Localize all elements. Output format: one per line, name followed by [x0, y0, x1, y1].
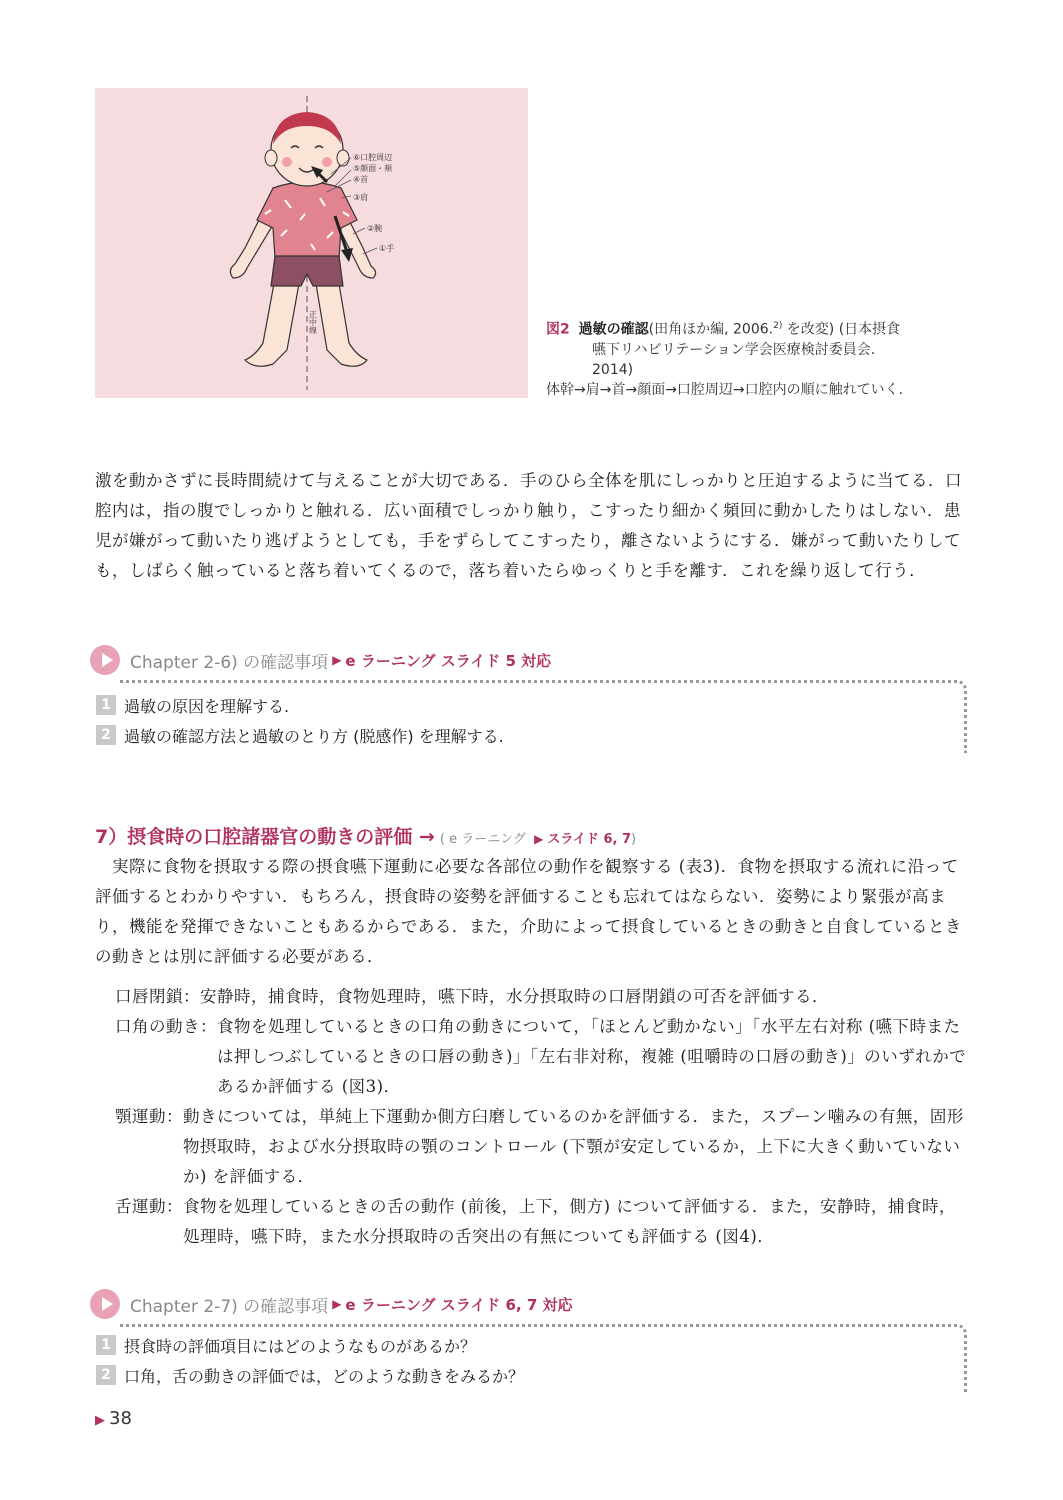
figure-panel [95, 88, 528, 398]
item-text: 過敏の原因を理解する. [124, 696, 290, 716]
definition-desc: 安静時，捕食時，食物処理時，嚥下時，水分摂取時の口唇閉鎖の可否を評価する． [200, 987, 829, 1006]
triangle-icon: ▶ [332, 653, 342, 667]
triangle-icon: ▶ [332, 1297, 342, 1311]
section-intro: 実際に食物を摂取する際の摂食嚥下運動に必要な各部位の動作を観察する (表3)．食物を摂取する流れに沿って評価するとわかりやすい．もちろん，摂食時の姿勢を評価することも忘れてはならない．姿勢により緊張が高まり，機能を発揮できないこともあるからである．また，介助によって摂食しているときの動きと自食しているときの動きとは別に評価する必要がある． [95, 857, 962, 966]
label-oral-periphery: ⑥口腔周辺 [353, 153, 393, 162]
item-text: 過敏の確認方法と過敏のとり方 (脱感作) を理解する. [124, 726, 504, 746]
item-number: 2 [96, 1365, 116, 1385]
definition-list [115, 982, 967, 1252]
item-number: 1 [96, 1335, 116, 1355]
check-chapter-label: Chapter 2-6) の確認事項 [130, 652, 329, 673]
play-icon[interactable] [90, 645, 120, 675]
check-section-2 [90, 1290, 970, 1386]
figure-title: 過敏の確認 [578, 321, 649, 338]
label-arm: ②腕 [367, 224, 383, 233]
definition-desc: 食物を処理しているときの口角の動きについて，「ほとんど動かない」「水平左右対称 (嚥下時または押しつぶしているときの口唇の動き)」「左右非対称，複雑 (咀嚼時の口唇の動き)」のいずれかであるか評価する (図3)． [217, 1017, 967, 1096]
definition-term: 口唇閉鎖： [115, 987, 200, 1006]
definition-desc: 動きについては，単純上下運動か側方臼磨しているのかを評価する．また，スプーン噛みの有無，固形物摂取時，および水分摂取時の顎のコントロール (下顎が安定しているか，上下に大きく動いていないか) を評価する． [183, 1107, 964, 1186]
item-number: 1 [96, 695, 116, 715]
check-section-1 [90, 646, 970, 746]
page-number: ▶ 38 [95, 1408, 132, 1429]
elearning-link[interactable]: e ラーニング スライド 5 対応 [345, 651, 552, 670]
caption-source: (田角ほか編, 2006. [648, 321, 774, 338]
item-text: 口角，舌の動きの評価では，どのような動きをみるか？ [124, 1366, 525, 1386]
caption-source-line3: 2014) [592, 361, 634, 378]
list-item [96, 690, 504, 720]
caption-superscript: 2) [773, 321, 783, 331]
definition-item [115, 1192, 967, 1252]
definition-item [115, 982, 967, 1012]
label-face-cheek: ⑤顔面・頬 [353, 164, 393, 173]
definition-item [115, 1012, 967, 1102]
list-item [96, 1360, 524, 1390]
label-neck: ④首 [353, 175, 369, 184]
definition-term: 顎運動： [115, 1107, 183, 1126]
section-elearning-ref[interactable]: ( e ラーニング ▶ スライド 6, 7) [439, 832, 637, 847]
section-heading [95, 822, 967, 849]
label-midline: 正中線 [308, 310, 318, 334]
elearning-link[interactable]: e ラーニング スライド 6, 7 対応 [345, 1295, 573, 1314]
body-paragraph: 激を動かさずに長時間続けて与えることが大切である．手のひら全体を肌にしっかりと圧迫するように当てる．口腔内は，指の腹でしっかりと触れる．広い面積でしっかり触り，こすったり細かく頻回に動かしたりはしない．患児が嫌がって動いたり逃げようとしても，手をずらしてこすったり，離さないようにする．嫌がって動いたりしても，しばらく触っていると落ち着いてくるので，落ち着いたらゆっくりと手を離す．これを繰り返して行う． [95, 471, 962, 580]
label-hand: ①手 [379, 244, 395, 253]
caption-source-line2: 嚥下リハビリテーション学会医療検討委員会. [592, 341, 876, 358]
label-shoulder: ③肩 [353, 193, 369, 202]
definition-desc: 食物を処理しているときの舌の動作 (前後，上下，側方) について評価する．また，安静時，捕食時，処理時，嚥下時，また水分摂取時の舌突出の有無についても評価する (図4)． [183, 1197, 957, 1246]
section-title: 7）摂食時の口腔諸器官の動きの評価 → [95, 826, 435, 848]
item-number: 2 [96, 725, 116, 745]
definition-item [115, 1102, 967, 1192]
list-item [96, 720, 504, 750]
item-text: 摂食時の評価項目にはどのようなものがあるか？ [124, 1336, 477, 1356]
definition-term: 口角の動き： [115, 1017, 217, 1036]
figure-number: 図2 [546, 321, 570, 338]
definition-term: 舌運動： [115, 1197, 183, 1216]
shirt [257, 182, 357, 258]
check-chapter-label: Chapter 2-7) の確認事項 [130, 1296, 329, 1317]
list-item [96, 1330, 524, 1360]
child-illustration [95, 88, 528, 398]
figure-caption [546, 316, 976, 400]
caption-note: 体幹→肩→首→顔面→口腔周辺→口腔内の順に触れていく. [546, 381, 904, 398]
caption-source-cont: を改変) (日本摂食 [782, 321, 901, 338]
page-arrow-icon: ▶ [95, 1413, 105, 1428]
play-icon[interactable] [90, 1289, 120, 1319]
